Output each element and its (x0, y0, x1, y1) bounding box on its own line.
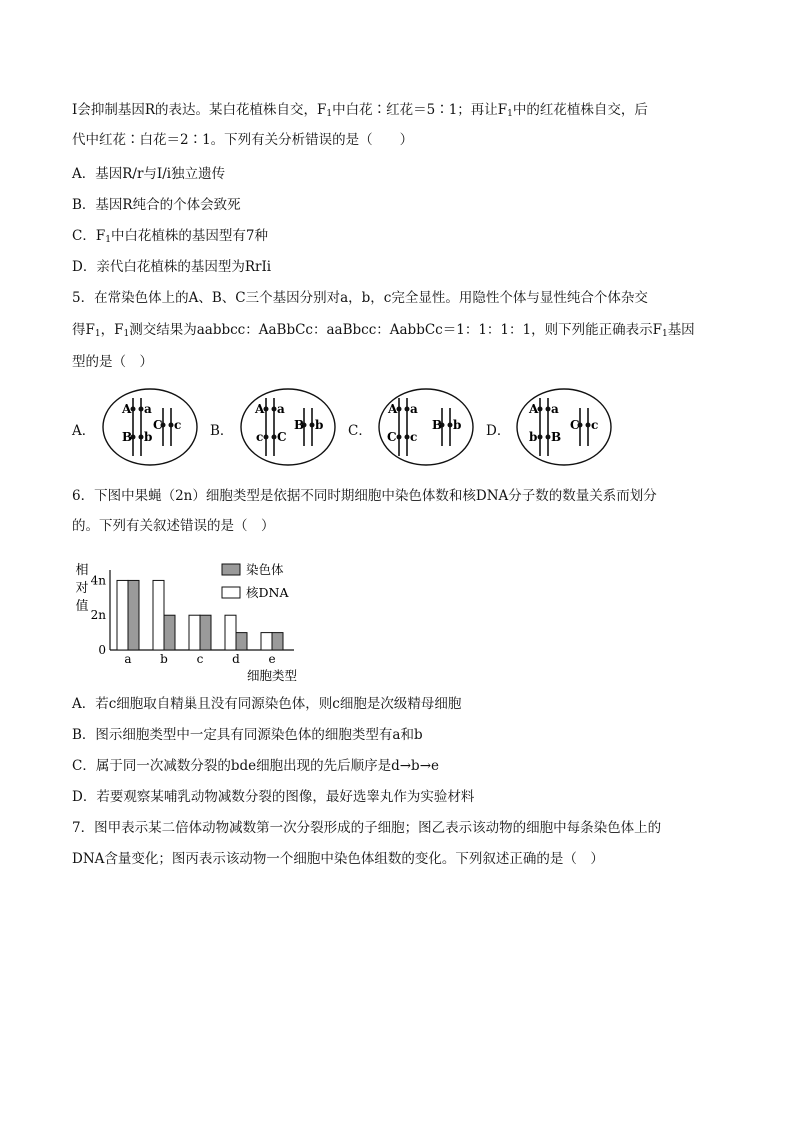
bar (128, 580, 139, 650)
legend-label-dna: 核DNA (246, 585, 289, 600)
gene-label: a (551, 402, 559, 416)
q6-stem-line2: 的。下列有关叙述错误的是（ ） (72, 518, 275, 534)
q5-stem-line1: 5．在常染色体上的A、B、C三个基因分别对a，b，c完全显性。用隐性个体与显性纯合个体杂交 (72, 290, 648, 306)
gene-label: b (529, 430, 538, 444)
x-tick-label: b (160, 652, 168, 666)
gene-label: b (453, 418, 462, 432)
q4-option-b: B．基因R纯合的个体会致死 (72, 197, 241, 213)
x-tick-label: a (124, 652, 132, 666)
q7-stem-line1: 7．图甲表示某二倍体动物减数第一次分裂形成的子细胞；图乙表示该动物的细胞中每条染色体上的 (72, 820, 662, 836)
legend-label-chromosome: 染色体 (246, 562, 284, 577)
bar (189, 615, 200, 650)
y-tick-label: 0 (98, 643, 106, 657)
q5-option-c-cell-diagram (376, 386, 476, 468)
bar (153, 580, 164, 650)
gene-label: a (410, 402, 418, 416)
q5-option-a-cell-diagram (100, 386, 200, 468)
gene-label: C (153, 418, 163, 432)
q6-option-d: D．若要观察某哺乳动物减数分裂的图像，最好选睾丸作为实验材料 (72, 789, 475, 805)
gene-label: A (388, 402, 398, 416)
bar (164, 615, 175, 650)
gene-label: A (529, 402, 539, 416)
gene-label: a (144, 402, 152, 416)
bar (261, 633, 272, 650)
bar (272, 633, 283, 650)
svg-text:值: 值 (75, 599, 89, 614)
q5-option-d-label: D． (486, 423, 511, 439)
q5-option-b-label: B． (210, 423, 234, 439)
bar (236, 633, 247, 650)
svg-text:相: 相 (75, 563, 89, 578)
q4-stem-line2: 代中红花∶白花＝2∶1。下列有关分析错误的是（ ） (72, 132, 414, 148)
q5-stem-line2: 得$F_1$，$F_1$测交结果为aabbcc：AaBbCc：aaBbcc：AabbCc＝1：1：1：1，则下列能正确表示$F_1$基因 (72, 322, 695, 339)
y-tick-label: 4n (90, 573, 106, 588)
q5-option-b-cell-diagram (238, 386, 338, 468)
gene-label: c (174, 418, 182, 432)
y-tick-label: 2n (90, 608, 106, 623)
y-ticks (91, 573, 107, 657)
q5-option-c-label: C． (348, 423, 372, 439)
gene-label: C (570, 418, 580, 432)
gene-label: a (277, 402, 285, 416)
x-tick-label: e (268, 652, 276, 666)
legend-swatch-chromosome (222, 564, 240, 575)
q5-option-a-label: A． (72, 423, 96, 439)
gene-label: C (277, 430, 287, 444)
bar (200, 615, 211, 650)
q4-stem-line1: I会抑制基因R的表达。某白花植株自交，$F_1$中白花∶红花＝5∶1；再让$F_1$中的红花植株自交，后 (72, 102, 648, 119)
chart-legend (222, 562, 289, 600)
gene-label: b (144, 430, 153, 444)
q6-bar-chart (72, 556, 312, 686)
q4-option-c: C．$F_1$中白花植株的基因型有7种 (72, 228, 269, 245)
gene-label: B (122, 430, 133, 444)
gene-label: B (294, 418, 305, 432)
x-ticks (124, 652, 275, 666)
chart-ylabel (75, 562, 88, 614)
gene-label: B (551, 430, 562, 444)
q6-stem-line1: 6．下图中果蝇（2n）细胞类型是依据不同时期细胞中染色体数和核DNA分子数的数量关系而划分 (72, 488, 657, 504)
q5-option-d-cell-diagram (514, 386, 614, 468)
bar (117, 580, 128, 650)
gene-label: b (315, 418, 324, 432)
gene-label: c (410, 430, 418, 444)
q6-option-b: B．图示细胞类型中一定具有同源染色体的细胞类型有a和b (72, 727, 423, 743)
gene-label: c (256, 430, 264, 444)
x-tick-label: d (232, 652, 240, 666)
gene-label: c (591, 418, 599, 432)
q6-option-a: A．若c细胞取自精巢且没有同源染色体，则c细胞是次级精母细胞 (72, 696, 462, 712)
svg-text:对: 对 (75, 581, 89, 596)
q5-stem-line3: 型的是（ ） (72, 354, 153, 370)
gene-label: A (122, 402, 132, 416)
bar (225, 615, 236, 650)
q4-option-a: A．基因R/r与I/i独立遗传 (72, 166, 226, 182)
legend-swatch-dna (222, 587, 240, 598)
gene-label: C (387, 430, 397, 444)
q7-stem-line2: DNA含量变化；图丙表示该动物一个细胞中染色体组数的变化。下列叙述正确的是（ ） (72, 851, 604, 867)
chart-xlabel: 细胞类型 (246, 668, 298, 683)
x-tick-label: c (196, 652, 204, 666)
gene-label: B (432, 418, 443, 432)
q4-option-d: D．亲代白花植株的基因型为RrIi (72, 259, 272, 275)
q6-option-c: C．属于同一次减数分裂的bde细胞出现的先后顺序是d→b→e (72, 758, 439, 774)
gene-label: A (255, 402, 265, 416)
